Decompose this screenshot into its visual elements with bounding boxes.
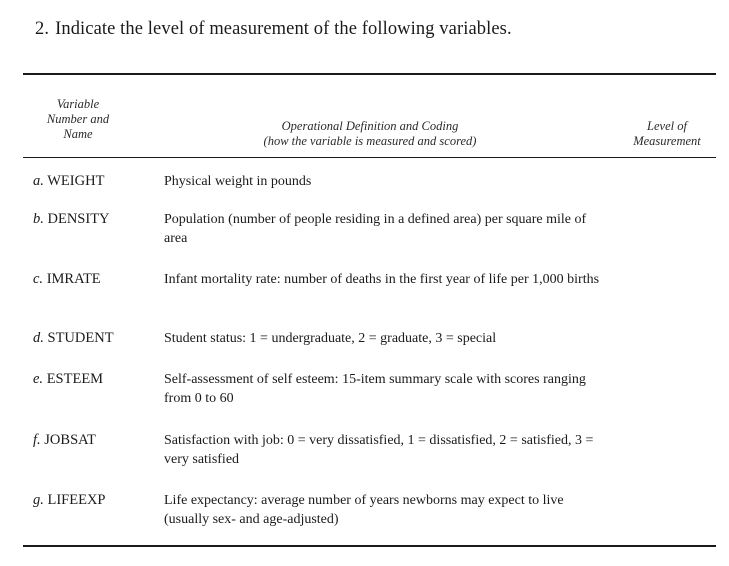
header-level: [612, 119, 722, 149]
variable-name: b. DENSITY: [33, 211, 110, 227]
header-variable-line: Number and: [46, 112, 110, 126]
question-number: 2.: [35, 19, 50, 39]
header-variable-line: Variable: [56, 97, 100, 111]
variable-name: f. JOBSAT: [33, 432, 96, 448]
header-variable-line: Name: [63, 127, 93, 141]
table-top-rule: [23, 73, 716, 75]
variable-definition: Satisfaction with job: 0 = very dissatisfied, 1 = dissatisfied, 2 = satisfied, 3 = very satisfied: [164, 433, 594, 467]
table-header-rule: [23, 157, 716, 158]
table-bottom-rule: [23, 545, 716, 547]
variable-definition: Life expectancy: average number of years newborns may expect to live (usually sex- and age-adjusted): [164, 493, 564, 527]
variable-definition: Infant mortality rate: number of deaths in the first year of life per 1,000 births: [164, 272, 600, 287]
variable-name: e. ESTEEM: [33, 371, 104, 387]
header-variable: [28, 97, 128, 142]
variable-name: a. WEIGHT: [33, 173, 105, 189]
variable-definition: Physical weight in pounds: [164, 174, 312, 189]
header-level-line: Measurement: [633, 134, 701, 148]
question-text: Indicate the level of measurement of the following variables.: [55, 19, 512, 39]
variable-name: g. LIFEEXP: [33, 492, 106, 508]
question-heading: [35, 19, 512, 40]
variable-definition: Population (number of people residing in a defined area) per square mile of area: [164, 212, 587, 246]
header-definition-line: (how the variable is measured and scored): [263, 134, 477, 148]
variable-name: c. IMRATE: [33, 271, 101, 287]
header-definition: [200, 119, 540, 149]
header-definition-line: Operational Definition and Coding: [281, 119, 459, 133]
header-level-line: Level of: [647, 119, 687, 133]
variable-definition: Self-assessment of self esteem: 15-item summary scale with scores ranging from 0 to 60: [164, 372, 586, 406]
variable-definition: Student status: 1 = undergraduate, 2 = graduate, 3 = special: [164, 331, 497, 346]
variable-name: d. STUDENT: [33, 330, 114, 346]
